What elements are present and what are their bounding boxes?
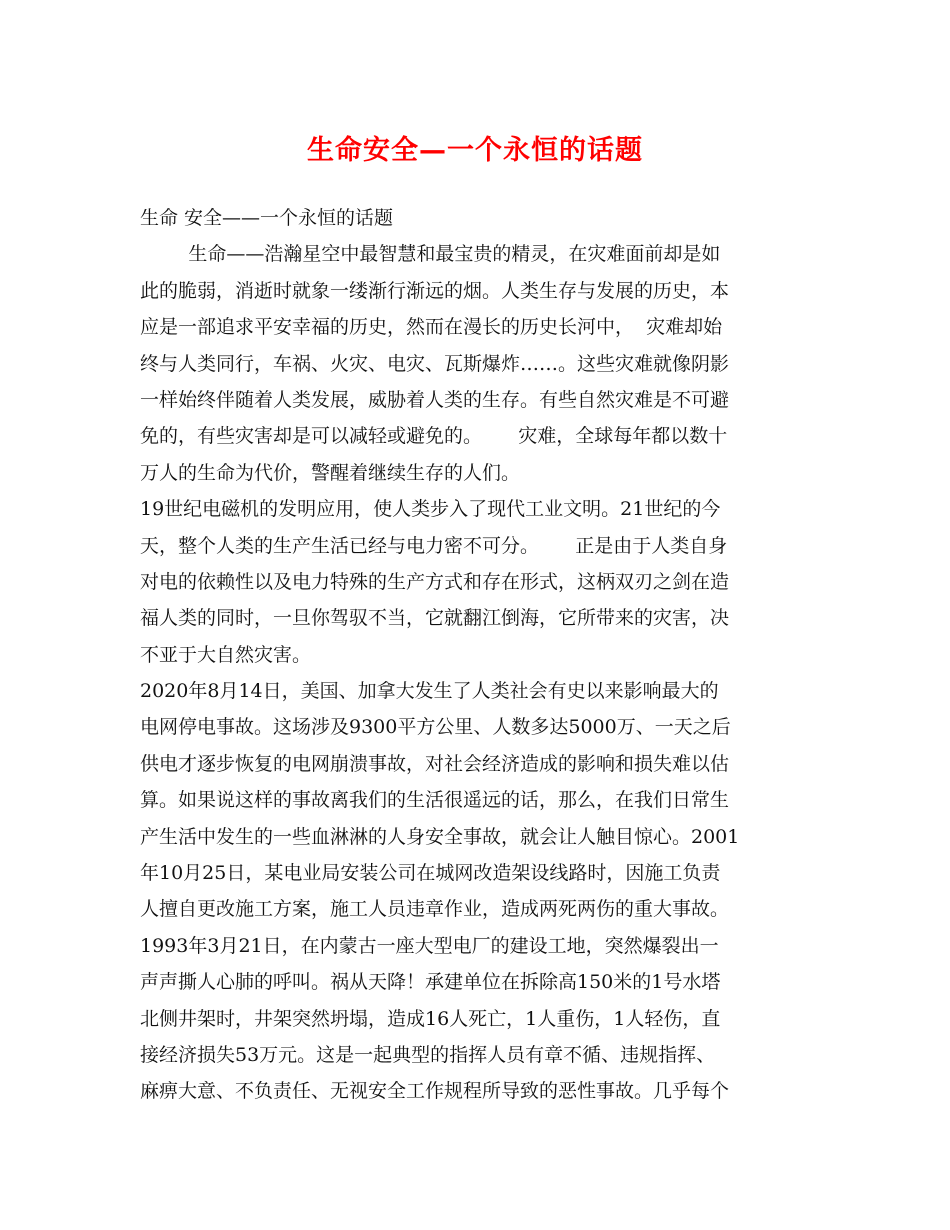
text-line: 供电才逐步恢复的电网崩溃事故，对社会经济造成的影响和损失难以估 [140, 752, 730, 775]
text-line: 19世纪电磁机的发明应用，使人类步入了现代工业文明。21世纪的今 [140, 498, 721, 521]
text-line: 福人类的同时，一旦你驾驭不当，它就翻江倒海，它所带来的灾害，决 [140, 607, 730, 630]
text-line: 1993年3月21日，在内蒙古一座大型电厂的建设工地，突然爆裂出一 [140, 934, 719, 957]
text-line: 天，整个人类的生产生活已经与电力密不可分。 正是由于人类自身 [140, 534, 728, 557]
text-line: 一样始终伴随着人类发展，威胁着人类的生存。有些自然灾难是不可避 [140, 388, 730, 411]
text-line: 2020年8月14日，美国、加拿大发生了人类社会有史以来影响最大的 [140, 680, 719, 703]
text-line: 生命 安全——一个永恒的话题 [140, 207, 394, 229]
text-line: 不亚于大自然灾害。 [140, 643, 312, 666]
text-line: 人擅自更改施工方案，施工人员违章作业，造成两死两伤的重大事故。 [140, 898, 730, 921]
text-line: 万人的生命为代价，警醒着继续生存的人们。 [140, 461, 521, 484]
text-line: 产生活中发生的一些血淋淋的人身安全事故，就会让人触目惊心。2001 [140, 825, 740, 848]
text-line: 年10月25日，某电业局安装公司在城网改造架设线路时，因施工负责 [140, 862, 721, 885]
text-line: 终与人类同行，车祸、火灾、电灾、瓦斯爆炸……。这些灾难就像阴影 [140, 352, 730, 375]
text-line: 声声撕人心肺的呼叫。祸从天降！承建单位在拆除高150米的1号水塔 [140, 971, 721, 994]
text-line: 接经济损失53万元。这是一起典型的指挥人员有章不循、违规指挥、 [140, 1043, 716, 1066]
text-line: 此的脆弱，消逝时就象一缕渐行渐远的烟。人类生存与发展的历史，本 [140, 279, 730, 302]
text-line: 生命——浩瀚星空中最智慧和最宝贵的精灵，在灾难面前却是如 [140, 243, 721, 266]
text-line: 对电的依赖性以及电力特殊的生产方式和存在形式，这柄双刃之剑在造 [140, 570, 730, 593]
document-title: 生命安全—一个永恒的话题 [307, 135, 643, 166]
text-line: 北侧井架时，井架突然坍塌，造成16人死亡，1人重伤，1人轻伤，直 [140, 1007, 721, 1030]
text-line: 电网停电事故。这场涉及9300平方公里、人数多达5000万、一天之后 [140, 716, 731, 739]
text-line: 麻痹大意、不负责任、无视安全工作规程所导致的恶性事故。几乎每个 [140, 1080, 730, 1103]
text-line: 算。如果说这样的事故离我们的生活很遥远的话，那么，在我们日常生 [140, 789, 730, 812]
text-line: 应是一部追求平安幸福的历史，然而在漫长的历史长河中， 灾难却始 [140, 316, 723, 339]
document-body [140, 200, 812, 1110]
text-line: 免的，有些灾害却是可以减轻或避免的。 灾难，全球每年都以数十 [140, 425, 728, 448]
